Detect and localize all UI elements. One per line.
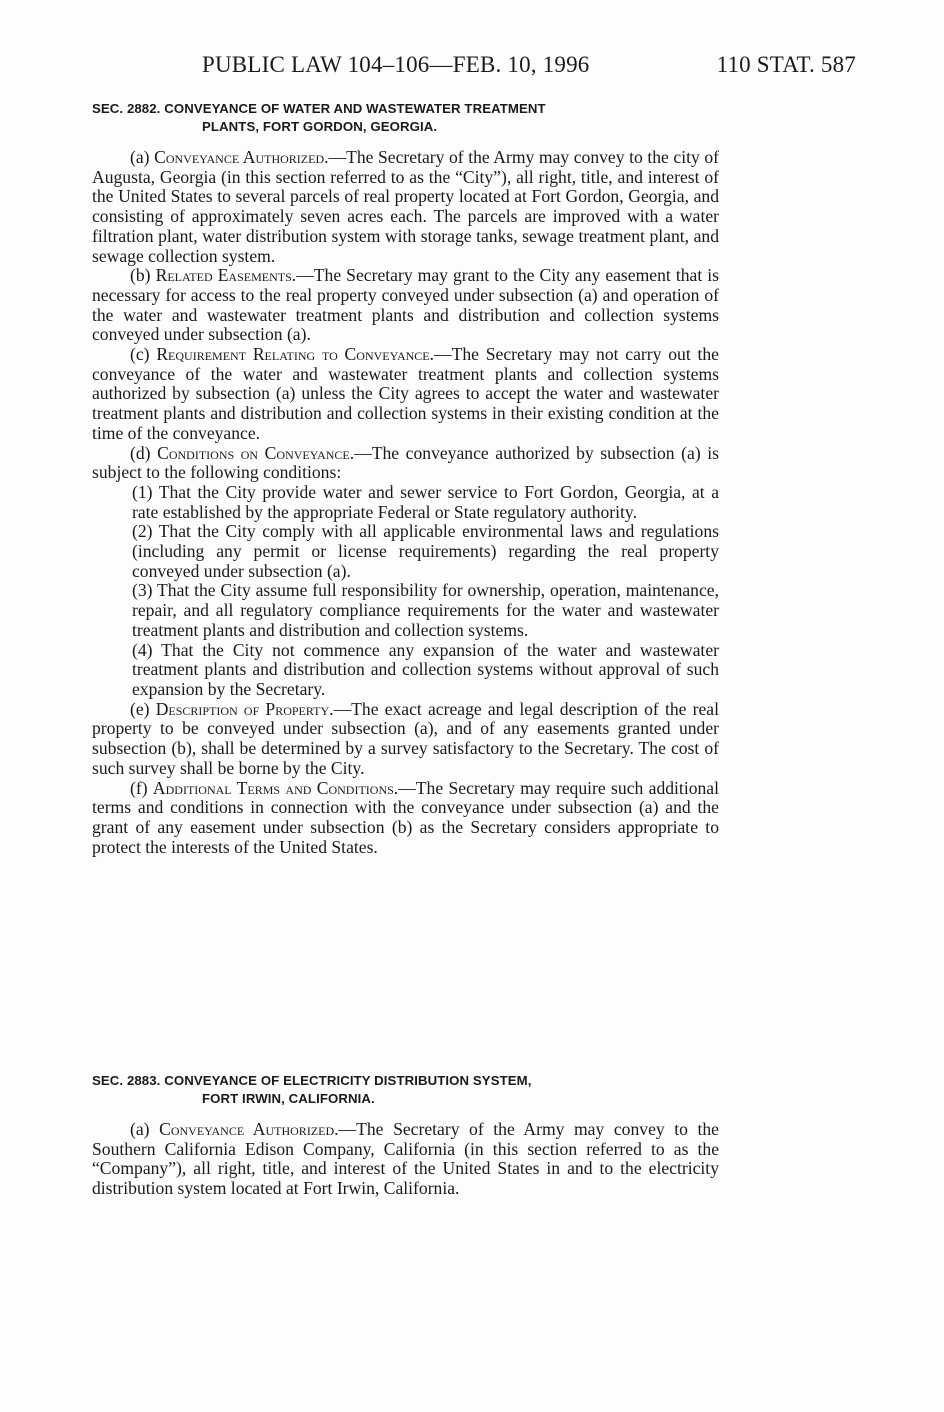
subsection-d-text: —The conveyance authorized by subsection (a) is subject to the following conditions: <box>92 442 720 483</box>
subsection-b-text: —The Secretary may grant to the City any easement that is necessary for access to the real property conveyed under subsection (a) and operation of the water and wastewater treatment plants and distribution and collection systems conveyed under subsection (a). <box>92 265 719 345</box>
subsection-d-label: (d) <box>130 442 158 463</box>
subsection-a-text: —The Secretary of the Army may convey to the city of Augusta, Georgia (in this section referred to as the “City”), all right, title, and interest of the United States to several parcels of real property located at Fort Gordon, Georgia, and consisting of approximately seven acres each. The parcels are improved with a water filtration plant, water distribution system with storage tanks, sewage treatment plant, and sewage collection system. <box>92 147 719 266</box>
subsection-e-label: (e) <box>130 698 156 719</box>
subsection-a-paragraph <box>92 148 719 266</box>
subsection-f-label: (f) <box>130 777 153 798</box>
subsection-b-caption: Related Easements. <box>155 265 297 286</box>
subsection-f-caption: Additional Terms and Conditions. <box>152 777 399 798</box>
running-head <box>92 52 856 86</box>
subsection-d-caption: Conditions on Conveyance. <box>157 442 355 463</box>
subsection-e-text: —The exact acreage and legal description of the real property to be conveyed under subsection (a), and of any easements granted under subsection (b), shall be determined by a survey satisfactory to the Secretary. The cost of such survey shall be borne by the City. <box>92 698 719 778</box>
section-2883-subsection-a-caption: Conveyance Authorized. <box>159 1119 339 1139</box>
subsection-a-caption: Conveyance Authorized. <box>154 147 329 167</box>
running-head-stat-page: 110 STAT. 587 <box>716 52 856 77</box>
subsection-b-label: (b) <box>130 265 156 286</box>
subsection-c-text: —The Secretary may not carry out the conveyance of the water and wastewater treatment plants and collection systems authorized by subsection (a) unless the City agrees to accept the water and wastewater treatment plants and distribution and collection systems in their existing condition at the time of the conveyance. <box>92 344 719 443</box>
running-head-title: PUBLIC LAW 104–106—FEB. 10, 1996 <box>202 52 590 77</box>
section-2882-heading-line1: SEC. 2882. CONVEYANCE OF WATER AND WASTEWATER TREATMENT <box>92 101 546 116</box>
section-2882 <box>92 100 719 857</box>
subsection-c-paragraph <box>92 345 719 444</box>
condition-1: (1) That the City provide water and sewer service to Fort Gordon, Georgia, at a rate established by the appropriate Federal or State regulatory authority. <box>132 481 719 522</box>
subsection-b-paragraph <box>92 266 719 345</box>
condition-4: (4) That the City not commence any expansion of the water and wastewater treatment plants and distribution and collection systems without approval of such expansion by the Secretary. <box>132 639 719 699</box>
subsection-c-label: (c) <box>130 344 157 365</box>
section-2883-heading-line1: SEC. 2883. CONVEYANCE OF ELECTRICITY DISTRIBUTION SYSTEM, <box>92 1073 532 1088</box>
section-2883 <box>92 1072 719 1199</box>
section-2883-heading-line2: FORT IRWIN, CALIFORNIA. <box>202 1091 375 1106</box>
subsection-f-paragraph <box>92 779 719 858</box>
section-2883-subsection-a-label: (a) <box>130 1119 160 1139</box>
section-2882-heading-line2: PLANTS, FORT GORDON, GEORGIA. <box>202 119 438 134</box>
subsection-a-label: (a) <box>130 147 155 167</box>
subsection-e-paragraph <box>92 700 719 779</box>
condition-2: (2) That the City comply with all applicable environmental laws and regulations (including any permit or license requirements) regarding the real property conveyed under subsection (a). <box>132 521 719 581</box>
condition-3: (3) That the City assume full responsibility for ownership, operation, maintenance, repair, and all regulatory compliance requirements for the water and wastewater treatment plants and distribution and collection systems. <box>132 580 719 640</box>
section-2882-heading <box>92 100 719 136</box>
subsection-d-paragraph <box>92 444 719 483</box>
subsection-c-caption: Requirement Relating to Conveyance. <box>156 344 435 365</box>
section-2883-heading <box>92 1072 719 1108</box>
section-2883-subsection-a-text: —The Secretary of the Army may convey to the Southern California Edison Company, California (in this section referred to as the “Company”), all right, title, and interest of the United States in and to the electricity distribution system located at Fort Irwin, California. <box>92 1119 719 1199</box>
section-2883-subsection-a-paragraph <box>92 1120 719 1199</box>
subsection-f-text: —The Secretary may require such additional terms and conditions in connection with the conveyance under subsection (a) and the grant of any easement under subsection (b) as the Secretary considers appropriate to protect the interests of the United States. <box>92 777 719 857</box>
subsection-e-caption: Description of Property. <box>155 698 334 719</box>
